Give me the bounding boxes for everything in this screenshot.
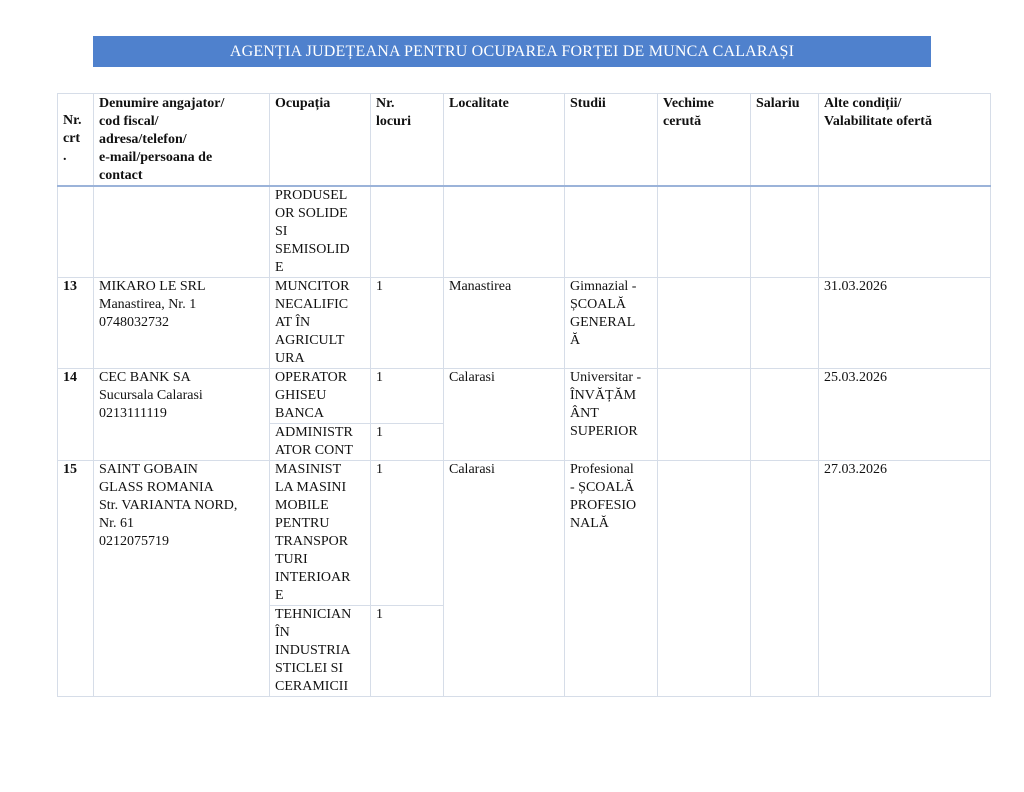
occupation-line: GHISEU <box>275 388 327 403</box>
occupation-line: SEMISOLID <box>275 242 350 257</box>
agency-title: AGENȚIA JUDEȚEANA PENTRU OCUPAREA FORȚEI DE MUNCA CALARAȘI <box>229 42 795 60</box>
cell-occupation <box>270 461 371 606</box>
cell-studies <box>565 461 658 697</box>
col-header-studies <box>565 94 658 187</box>
employer-line: Nr. 61 <box>99 516 134 531</box>
col-header-seniority <box>658 94 751 187</box>
employer-line: 0748032732 <box>99 315 169 330</box>
job-offers-table-container <box>57 93 990 697</box>
col-header-employer-line: cod fiscal/ <box>99 114 159 129</box>
employer-line: MIKARO LE SRL <box>99 279 206 294</box>
job-offers-table <box>57 93 991 697</box>
col-header-locality-label: Localitate <box>449 96 509 111</box>
occupation-line: ÎN <box>275 625 290 640</box>
occupation-line: PENTRU <box>275 516 330 531</box>
cell-validity: 25.03.2026 <box>819 369 991 461</box>
studies-line: PROFESIO <box>570 498 637 513</box>
occupation-line: E <box>275 588 284 603</box>
occupation-line: ADMINISTR <box>275 425 353 440</box>
occupation-line: STICLEI SI <box>275 661 344 676</box>
col-header-places-line: locuri <box>376 114 411 129</box>
cell-nr: 15 <box>58 461 94 697</box>
table-row <box>58 461 991 606</box>
col-header-salary-label: Salariu <box>756 96 800 111</box>
cell-employer <box>94 369 270 461</box>
employer-line: 0213111119 <box>99 406 167 421</box>
col-header-places-line: Nr. <box>376 96 395 111</box>
occupation-line: ATOR CONT <box>275 443 353 458</box>
occupation-line: OR SOLIDE <box>275 206 348 221</box>
employer-line: Str. VARIANTA NORD, <box>99 498 238 513</box>
cell-occupation <box>270 606 371 697</box>
cell-seniority <box>658 186 751 278</box>
col-header-locality <box>444 94 565 187</box>
occupation-line: AT ÎN <box>275 315 311 330</box>
col-header-nr <box>58 94 94 187</box>
cell-nr: 13 <box>58 278 94 369</box>
col-header-employer-line: e-mail/persoana de <box>99 150 213 165</box>
occupation-line: PRODUSEL <box>275 188 348 203</box>
cell-studies <box>565 369 658 461</box>
studies-line: Ă <box>570 333 581 348</box>
col-header-employer <box>94 94 270 187</box>
occupation-line: NECALIFIC <box>275 297 349 312</box>
col-header-employer-line: Denumire angajator/ <box>99 96 225 111</box>
col-header-occupation <box>270 94 371 187</box>
col-header-other <box>819 94 991 187</box>
cell-locality <box>444 186 565 278</box>
col-header-seniority-line: Vechime <box>663 96 714 111</box>
employer-line: 0212075719 <box>99 534 169 549</box>
cell-employer <box>94 278 270 369</box>
employer-line: GLASS ROMANIA <box>99 480 214 495</box>
cell-studies <box>565 186 658 278</box>
occupation-line: E <box>275 260 284 275</box>
cell-locality: Calarasi <box>444 461 565 697</box>
occupation-line: TRANSPOR <box>275 534 349 549</box>
cell-occupation <box>270 186 371 278</box>
table-row <box>58 278 991 369</box>
table-row <box>58 369 991 424</box>
agency-title-banner <box>93 36 931 67</box>
col-header-other-line: Alte condiții/ <box>824 96 902 111</box>
cell-validity <box>819 186 991 278</box>
cell-salary <box>751 461 819 697</box>
cell-employer <box>94 461 270 697</box>
cell-places: 1 <box>371 424 444 461</box>
col-header-nr-line: crt <box>63 131 81 146</box>
cell-salary <box>751 369 819 461</box>
occupation-line: MUNCITOR <box>275 279 350 294</box>
cell-places: 1 <box>371 278 444 369</box>
col-header-studies-label: Studii <box>570 96 606 111</box>
col-header-employer-line: contact <box>99 168 143 183</box>
studies-line: - ȘCOALĂ <box>570 480 635 495</box>
col-header-seniority-line: cerută <box>663 114 702 129</box>
studies-line: ÂNT <box>570 406 599 421</box>
cell-salary <box>751 278 819 369</box>
occupation-line: AGRICULT <box>275 333 345 348</box>
occupation-line: URA <box>275 351 305 366</box>
studies-line: NALĂ <box>570 516 609 531</box>
cell-seniority <box>658 369 751 461</box>
cell-seniority <box>658 278 751 369</box>
cell-validity: 27.03.2026 <box>819 461 991 697</box>
occupation-line: CERAMICII <box>275 679 349 694</box>
cell-salary <box>751 186 819 278</box>
cell-occupation <box>270 369 371 424</box>
col-header-occupation-label: Ocupația <box>275 96 331 111</box>
occupation-line: OPERATOR <box>275 370 348 385</box>
studies-line: Profesional <box>570 462 634 477</box>
cell-occupation <box>270 278 371 369</box>
cell-places: 1 <box>371 461 444 606</box>
occupation-line: TEHNICIAN <box>275 607 352 622</box>
cell-studies <box>565 278 658 369</box>
occupation-line: BANCA <box>275 406 325 421</box>
col-header-other-line: Valabilitate ofertă <box>824 114 932 129</box>
cell-places: 1 <box>371 606 444 697</box>
occupation-line: SI <box>275 224 288 239</box>
employer-line: CEC BANK SA <box>99 370 191 385</box>
employer-line: Sucursala Calarasi <box>99 388 203 403</box>
cell-locality: Calarasi <box>444 369 565 461</box>
cell-validity: 31.03.2026 <box>819 278 991 369</box>
cell-seniority <box>658 461 751 697</box>
studies-line: Universitar - <box>570 370 642 385</box>
col-header-places <box>371 94 444 187</box>
cell-nr: 14 <box>58 369 94 461</box>
cell-places: 1 <box>371 369 444 424</box>
studies-line: Gimnazial - <box>570 279 637 294</box>
col-header-nr-line: . <box>63 149 67 164</box>
studies-line: SUPERIOR <box>570 424 638 439</box>
col-header-salary <box>751 94 819 187</box>
cell-employer <box>94 186 270 278</box>
occupation-line: TURI <box>275 552 308 567</box>
studies-line: ȘCOALĂ <box>570 297 627 312</box>
cell-places <box>371 186 444 278</box>
occupation-line: INDUSTRIA <box>275 643 351 658</box>
table-row-continuation <box>58 186 991 278</box>
occupation-line: MOBILE <box>275 498 329 513</box>
cell-locality: Manastirea <box>444 278 565 369</box>
table-header-row <box>58 94 991 187</box>
occupation-line: INTERIOAR <box>275 570 351 585</box>
employer-line: Manastirea, Nr. 1 <box>99 297 197 312</box>
cell-occupation <box>270 424 371 461</box>
studies-line: GENERAL <box>570 315 636 330</box>
employer-line: SAINT GOBAIN <box>99 462 198 477</box>
occupation-line: MASINIST <box>275 462 342 477</box>
col-header-nr-line: Nr. <box>63 113 82 128</box>
studies-line: ÎNVĂȚĂM <box>570 388 637 403</box>
occupation-line: LA MASINI <box>275 480 347 495</box>
cell-nr <box>58 186 94 278</box>
col-header-employer-line: adresa/telefon/ <box>99 132 187 147</box>
